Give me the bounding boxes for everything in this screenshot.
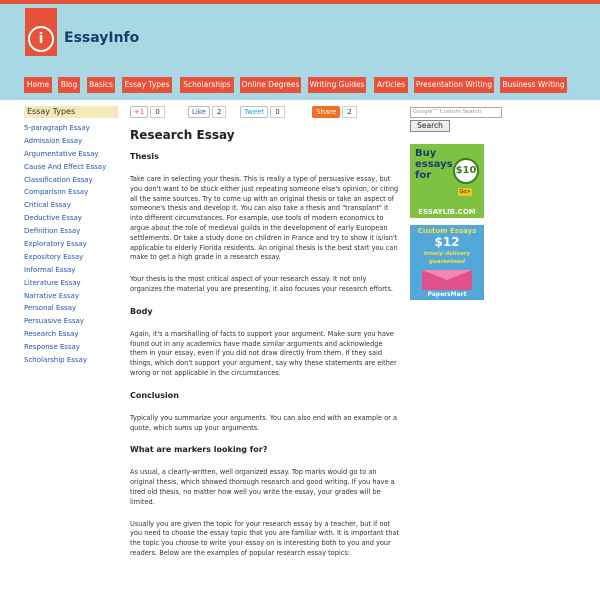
article [130, 128, 400, 571]
share-button[interactable]: Share [312, 106, 340, 118]
nav-writing-guides[interactable]: Writing Guides [308, 77, 366, 93]
facebook-count: 2 [212, 106, 226, 118]
nav-blog[interactable]: Blog [58, 77, 80, 93]
nav-online-degrees[interactable]: Online Degrees [240, 77, 301, 93]
tweet-button[interactable]: Tweet [240, 106, 268, 118]
sidebar-item-exploratory[interactable]: Exploratory Essay [24, 240, 87, 249]
heading-markers: What are markers looking for? [130, 445, 268, 455]
share-count: 2 [342, 106, 356, 118]
papersmart-title: Custom Essays [417, 227, 477, 235]
sidebar-item-narrative[interactable]: Narrative Essay [24, 291, 79, 300]
page-title: Research Essay [130, 128, 235, 142]
essaylib-price-badge: $10 [453, 158, 479, 184]
share-widget [312, 106, 357, 118]
nav-presentation-writing[interactable]: Presentation Writing [414, 77, 494, 93]
papersmart-ad[interactable] [410, 225, 484, 300]
twitter-widget [240, 106, 285, 118]
logo[interactable] [25, 8, 57, 56]
essaylib-ad[interactable] [410, 144, 484, 218]
papersmart-brand: PapersMart [427, 291, 467, 298]
nav-basics[interactable]: Basics [87, 77, 115, 93]
sidebar-item-response[interactable]: Response Essay [24, 343, 80, 352]
sidebar-item-scholarship[interactable]: Scholarship Essay [24, 356, 87, 365]
nav-articles[interactable]: Articles [374, 77, 408, 93]
papersmart-tagline: timely delivery guaranteed [423, 251, 471, 265]
heading-conclusion: Conclusion [130, 390, 179, 400]
sidebar-item-cause-effect[interactable]: Cause And Effect Essay [24, 162, 107, 171]
nav-scholarships[interactable]: Scholarships [180, 77, 234, 93]
sidebar-item-persuasive[interactable]: Persuasive Essay [24, 317, 84, 326]
essaylib-ad-text: Buy essays for [415, 148, 453, 181]
paragraph-conclusion: Typically you summarize your arguments. You can also end with an example or a quote, which sums up your arguments. [130, 413, 398, 432]
gplus-widget [130, 106, 165, 118]
facebook-widget [188, 106, 226, 118]
sidebar-item-research[interactable]: Research Essay [24, 330, 79, 339]
sidebar-list [24, 122, 106, 367]
sidebar-item-personal[interactable]: Personal Essay [24, 304, 77, 313]
paragraph-thesis-1: Take care in selecting your thesis. This is really a type of persuasive essay, but you don't want to be stuck either just repeating someone else's opinion, or citing all the same sources. Try to come up with an original thesis or take an aspect of someone's thesis and develop it. You can also take a thesis and "transplant" it into different circumstances. For example, use tools of modern economics to argue about the role of medieval guilds in the development of early European settlements. Or take a study done on children in France and try to show it is/isn't applicable to elderly Florida residents. An original thesis is the best start you can make to get a high grade in a research essay. [130, 175, 399, 262]
paragraph-topics: Usually you are given the topic for your research essay by a teacher, but if not you need to choose the essay topic that you are familiar with. It is important that the topic you choose to write your essay on is interesting both to you and your readers. Below are the examples of popular research essay topics: [130, 519, 400, 557]
nav-essay-types[interactable]: Essay Types [122, 77, 172, 93]
paragraph-body: Again, it's a marshalling of facts to support your argument. Make sure you have found out in any academics have made similar arguments and acknowledge them in your essay, even if you did not draw directly from them. If they said things, which don't support your argument, say why these statements are either wrong or not applicable in the circumstances. [130, 329, 397, 377]
info-icon: i [28, 26, 54, 52]
facebook-like-button[interactable]: Like [188, 106, 210, 118]
twitter-count: 0 [270, 106, 284, 118]
sidebar-item-definition[interactable]: Definition Essay [24, 227, 81, 236]
sidebar-item-comparison[interactable]: Comparison Essay [24, 188, 89, 197]
papersmart-price: $12 [434, 235, 460, 249]
sidebar-item-literature[interactable]: Literature Essay [24, 278, 81, 287]
sidebar-item-informal[interactable]: Informal Essay [24, 265, 76, 274]
search-input[interactable]: Google™ Custom Search [410, 107, 502, 118]
sidebar-item-expository[interactable]: Expository Essay [24, 252, 84, 261]
search-button[interactable]: Search [410, 120, 450, 132]
heading-body: Body [130, 306, 153, 316]
sidebar-item-critical[interactable]: Critical Essay [24, 201, 71, 210]
sidebar-item-argumentative[interactable]: Argumentative Essay [24, 149, 99, 158]
paragraph-markers: As usual, a clearly-written, well organized essay. Top marks would go to an original thesis, which showed thorough research and good writing. If you have a tired old thesis, no matter how well you write the essay, your grades will be limited. [130, 468, 395, 506]
sidebar-title: Essay Types [24, 106, 118, 118]
gplus-count: 0 [150, 106, 164, 118]
nav-business-writing[interactable]: Business Writing [500, 77, 567, 93]
sidebar-item-classification[interactable]: Classification Essay [24, 175, 93, 184]
sidebar-item-admission[interactable]: Admission Essay [24, 136, 83, 145]
site-title[interactable]: EssayInfo [64, 30, 140, 46]
nav-home[interactable]: Home [24, 77, 52, 93]
sidebar-item-deductive[interactable]: Deductive Essay [24, 214, 82, 223]
heading-thesis: Thesis [130, 152, 159, 161]
sidebar-item-5-paragraph[interactable]: 5-paragraph Essay [24, 124, 90, 132]
essaylib-go-button[interactable]: Go> [459, 189, 471, 195]
essaylib-site: ESSAYLIB.COM [418, 208, 476, 216]
paragraph-thesis-2: Your thesis is the most critical aspect of your research essay. It not only organizes the material you are presenting, it also focuses your research efforts. [130, 275, 394, 293]
gplus-button[interactable]: +1 [130, 106, 148, 118]
envelope-icon [422, 270, 472, 290]
